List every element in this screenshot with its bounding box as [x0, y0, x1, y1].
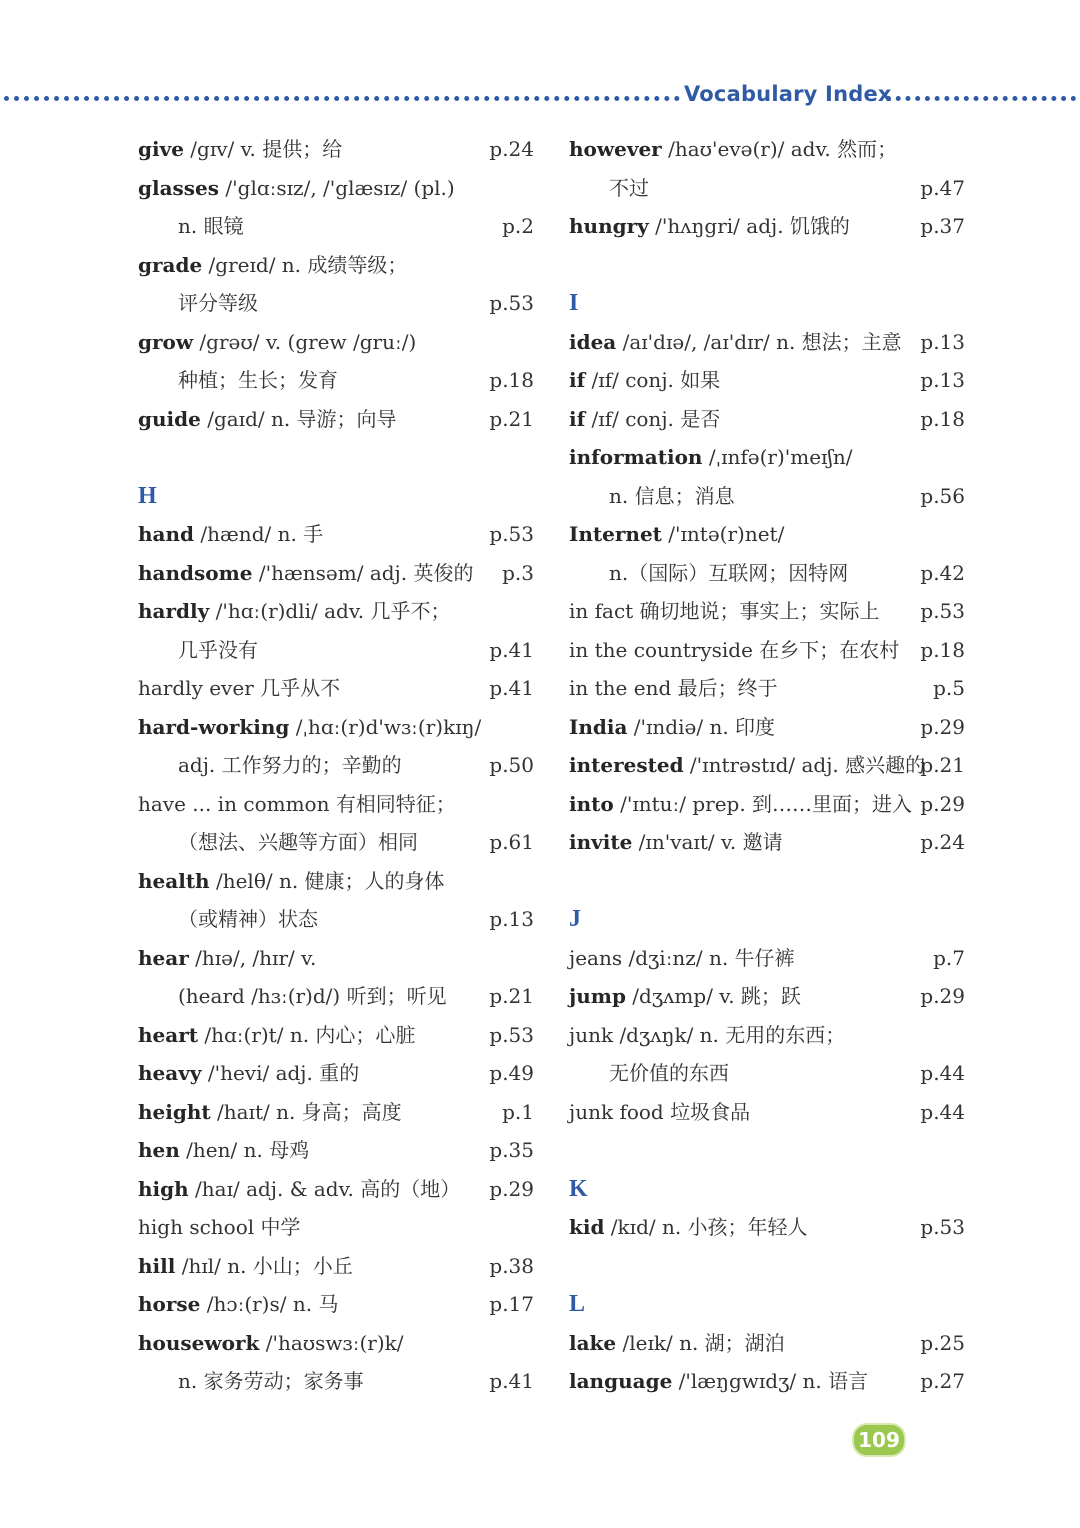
entry-definition: /dʒʌmp/ v. 跳；跃 [625, 984, 801, 1008]
vocab-entry [569, 207, 969, 246]
entry-text [138, 515, 323, 554]
section-letter [138, 477, 538, 516]
page-reference: p.1 [502, 1099, 534, 1124]
page-reference: p.49 [489, 1061, 534, 1085]
entry-continuation [569, 554, 969, 593]
vocab-entry [569, 746, 969, 785]
section-letter-text: K [569, 1175, 588, 1202]
entry-text [138, 977, 447, 1016]
blank-line [138, 438, 538, 477]
entry-text [138, 708, 481, 747]
page-reference: p.61 [489, 830, 534, 854]
entry-continuation [569, 169, 969, 208]
entry-definition: /'hænsəm/ adj. 英俊的 [252, 560, 474, 585]
headword: guide [138, 406, 201, 431]
entry-text [569, 1016, 845, 1055]
entry-text [138, 1324, 403, 1363]
entry-text [138, 130, 342, 169]
header-dotted-rule-left [4, 96, 680, 101]
entry-definition: /hænd/ n. 手 [194, 522, 324, 546]
page-reference: p.29 [920, 791, 965, 816]
entry-text [569, 939, 795, 978]
entry-phrase: high school 中学 [138, 1215, 301, 1239]
vocab-entry [569, 939, 969, 978]
headword: give [138, 137, 184, 161]
headword: idea [569, 329, 617, 354]
headword: Internet [569, 522, 662, 546]
entry-definition: /ɪn'vaɪt/ v. 邀请 [632, 830, 783, 854]
vocab-entry [569, 1362, 969, 1401]
entry-definition: /gɪv/ v. 提供；给 [183, 137, 343, 161]
vocab-entry [138, 1208, 538, 1247]
page-reference: p.3 [502, 560, 534, 585]
entry-definition: n. 家务劳动；家务事 [178, 1369, 364, 1393]
entry-text [138, 1093, 402, 1132]
entry-text [138, 207, 244, 246]
vocab-entry [138, 1324, 538, 1363]
entry-text [569, 130, 897, 169]
entry-definition: /hɪə/, /hɪr/ v. [188, 945, 317, 970]
entry-definition: /hɑː(r)t/ n. 内心；心脏 [198, 1022, 416, 1047]
entry-continuation [138, 284, 538, 323]
entry-text [138, 1016, 415, 1055]
page-reference: p.18 [920, 637, 965, 662]
headword: into [569, 791, 614, 816]
entry-text [138, 284, 258, 323]
vocab-entry [138, 862, 538, 901]
entry-text [138, 169, 455, 208]
headword: housework [138, 1330, 260, 1355]
entry-text [138, 746, 402, 785]
blank-line [569, 1247, 969, 1286]
entry-text [569, 708, 775, 747]
entry-text [569, 400, 720, 439]
page-reference: p.42 [920, 560, 965, 585]
vocab-entry [138, 708, 538, 747]
page-reference: p.18 [489, 368, 534, 392]
headword: kid [569, 1215, 605, 1239]
entry-definition: /'ɪndiə/ n. 印度 [627, 714, 776, 739]
vocab-entry [138, 246, 538, 285]
section-letter-text: H [138, 482, 157, 509]
entry-definition: /haɪt/ n. 身高；高度 [210, 1099, 402, 1124]
page-reference: p.41 [489, 676, 534, 700]
entry-text [138, 862, 445, 901]
section-letter [569, 1285, 969, 1324]
blank-line [569, 1131, 969, 1170]
headword: jump [569, 984, 626, 1008]
headword: however [569, 137, 662, 161]
headword: if [569, 368, 586, 392]
entry-text [569, 669, 778, 708]
entry-definition: （想法、兴趣等方面）相同 [178, 830, 418, 854]
section-letter-text: L [569, 1291, 586, 1317]
entry-definition: （或精神）状态 [178, 907, 318, 931]
entry-definition: n. 眼镜 [178, 214, 244, 238]
vocab-entry [138, 669, 538, 708]
vocab-entry [138, 169, 538, 208]
entry-text [138, 823, 418, 862]
vocab-entry [138, 554, 538, 593]
vocab-entry [138, 1093, 538, 1132]
headword: glasses [138, 175, 220, 200]
entry-continuation [138, 823, 538, 862]
entry-continuation [138, 207, 538, 246]
vocab-entry [569, 361, 969, 400]
entry-definition: /'ɪntuː/ prep. 到……里面；进入 [613, 791, 913, 816]
page-reference: p.18 [920, 406, 965, 431]
entry-definition: /'haʊswɜː(r)k/ [259, 1330, 404, 1355]
vocab-entry [569, 823, 969, 862]
entry-text [569, 592, 880, 631]
page-reference: p.56 [920, 483, 965, 508]
page-reference: p.35 [489, 1138, 534, 1162]
entry-text [569, 1362, 868, 1401]
headword: grade [138, 252, 203, 277]
headword: India [569, 714, 628, 739]
section-letter [569, 284, 969, 323]
entry-definition: /ɪf/ conj. 是否 [585, 406, 721, 431]
entry-phrase: hardly ever 几乎从不 [138, 676, 341, 700]
entry-text [138, 669, 340, 708]
page-reference: p.53 [489, 1022, 534, 1047]
vocab-entry [138, 130, 538, 169]
headword: heavy [138, 1061, 202, 1085]
page-reference: p.13 [920, 368, 965, 392]
entry-definition: /'læŋgwɪdʒ/ n. 语言 [672, 1369, 869, 1393]
entry-text [138, 1054, 359, 1093]
page-reference: p.50 [489, 753, 534, 777]
vocab-entry [569, 438, 969, 477]
page-reference: p.27 [920, 1369, 965, 1393]
entry-text [569, 554, 848, 593]
headword: lake [569, 1330, 617, 1355]
entry-continuation [569, 477, 969, 516]
page-reference: p.29 [920, 714, 965, 739]
entry-text [569, 1093, 750, 1132]
left-column [138, 130, 538, 1401]
headword: interested [569, 753, 684, 777]
entry-continuation [138, 900, 538, 939]
vocab-entry [138, 400, 538, 439]
section-title: Vocabulary Index [684, 82, 892, 106]
entry-definition: /hɔː(r)s/ n. 马 [200, 1292, 339, 1316]
entry-text [138, 323, 416, 362]
entry-text [138, 592, 451, 631]
entry-definition: /hɪl/ n. 小山；小丘 [175, 1253, 353, 1278]
page-reference: p.53 [489, 291, 534, 315]
headword: high [138, 1176, 189, 1201]
page-reference: p.21 [920, 753, 965, 777]
entry-text [138, 631, 258, 670]
page-reference: p.21 [489, 984, 534, 1008]
vocab-entry [138, 592, 538, 631]
entry-definition: n.（国际）互联网；因特网 [609, 560, 849, 585]
entry-text [138, 900, 318, 939]
page-reference: p.41 [489, 637, 534, 662]
entry-definition: /aɪ'dɪə/, /aɪ'dɪr/ n. 想法；主意 [616, 329, 902, 354]
entry-definition: /ˌɪnfə(r)'meɪʃn/ [702, 445, 853, 469]
entry-definition: /ˌhɑː(r)d'wɜː(r)kɪŋ/ [289, 714, 482, 739]
vocab-entry [138, 1131, 538, 1170]
page-reference: p.53 [920, 599, 965, 623]
vocab-entry [569, 1208, 969, 1247]
vocab-entry [569, 515, 969, 554]
entry-definition: 几乎没有 [178, 637, 258, 662]
entry-definition: 不过 [609, 175, 649, 200]
entry-text [569, 631, 899, 670]
headword: hear [138, 945, 189, 970]
headword: horse [138, 1292, 201, 1316]
page-reference: p.7 [933, 945, 965, 970]
entry-text [138, 246, 407, 285]
entry-continuation [138, 631, 538, 670]
entry-definition: /kɪd/ n. 小孩；年轻人 [604, 1215, 808, 1239]
entry-definition: /haɪ/ adj. & adv. 高的（地） [188, 1176, 461, 1201]
entry-text [138, 400, 397, 439]
page-reference: p.44 [920, 1099, 965, 1124]
entry-continuation [138, 361, 538, 400]
vocab-entry [569, 1324, 969, 1363]
page-reference: p.37 [920, 214, 965, 238]
entry-definition: /'hevi/ adj. 重的 [201, 1061, 360, 1085]
entry-text [569, 361, 720, 400]
vocab-entry [569, 669, 969, 708]
entry-continuation [138, 977, 538, 1016]
entry-continuation [138, 746, 538, 785]
entry-phrase: in fact 确切地说；事实上；实际上 [569, 599, 880, 623]
page-reference: p.2 [502, 214, 534, 238]
entry-text [569, 438, 853, 477]
page-reference: p.17 [489, 1292, 534, 1316]
entry-continuation [138, 1362, 538, 1401]
entry-text [138, 554, 473, 593]
headword: hill [138, 1253, 176, 1278]
blank-line [569, 246, 969, 285]
entry-text [138, 939, 316, 978]
page-reference: p.29 [489, 1176, 534, 1201]
page-reference: p.44 [920, 1061, 965, 1085]
entry-definition: /ɪf/ conj. 如果 [585, 368, 721, 392]
vocab-entry [138, 939, 538, 978]
entry-text [569, 515, 784, 554]
entry-text [569, 477, 735, 516]
vocab-entry [138, 1170, 538, 1209]
entry-text [569, 785, 912, 824]
headword: hen [138, 1138, 180, 1162]
vocab-entry [138, 1016, 538, 1055]
headword: health [138, 868, 210, 893]
section-letter-text: I [569, 290, 579, 316]
entry-definition: /'hʌŋgri/ adj. 饥饿的 [648, 214, 850, 238]
entry-definition: 种植；生长；发育 [178, 368, 338, 392]
page-reference: p.13 [920, 329, 965, 354]
page-reference: p.53 [920, 1215, 965, 1239]
entry-text [138, 361, 338, 400]
headword: heart [138, 1022, 198, 1047]
vocab-entry [569, 1016, 969, 1055]
vocab-entry [569, 592, 969, 631]
entry-definition: n. 信息；消息 [609, 483, 735, 508]
vocab-entry [138, 515, 538, 554]
entry-definition: 评分等级 [178, 291, 258, 315]
entry-continuation [569, 1054, 969, 1093]
headword: hand [138, 522, 195, 546]
headword: if [569, 406, 586, 431]
entry-text [569, 746, 925, 785]
entry-text [138, 1170, 460, 1209]
entry-definition: /grəʊ/ v. (grew /gruː/) [193, 329, 417, 354]
entry-phrase: junk food 垃圾食品 [569, 1099, 751, 1124]
entry-definition: /haʊ'evə(r)/ adv. 然而； [661, 137, 898, 161]
headword: height [138, 1099, 211, 1124]
headword: language [569, 1369, 673, 1393]
entry-text [138, 1362, 364, 1401]
page-number-badge: 109 [852, 1423, 906, 1457]
headword: handsome [138, 560, 253, 585]
entry-phrase: jeans /dʒiːnz/ n. 牛仔裤 [569, 945, 795, 970]
vocab-entry [138, 785, 538, 824]
page-reference: p.24 [489, 137, 534, 161]
entry-text [569, 1208, 808, 1247]
entry-phrase: in the end 最后；终于 [569, 676, 778, 700]
vocab-entry [569, 400, 969, 439]
entry-text [138, 1285, 338, 1324]
entry-definition: 无价值的东西 [609, 1061, 729, 1085]
vocab-entry [569, 977, 969, 1016]
page-reference: p.38 [489, 1253, 534, 1278]
headword: hungry [569, 214, 649, 238]
entry-text [569, 169, 649, 208]
entry-text [138, 1208, 301, 1247]
vocab-entry [569, 785, 969, 824]
vocab-entry [569, 130, 969, 169]
entry-text [569, 823, 783, 862]
header-dotted-rule-right [886, 96, 1076, 101]
entry-definition: /helθ/ n. 健康；人的身体 [209, 868, 445, 893]
entry-text [569, 1324, 785, 1363]
vocab-entry [569, 708, 969, 747]
entry-definition: /leɪk/ n. 湖；湖泊 [616, 1330, 785, 1355]
entry-definition: adj. 工作努力的；辛勤的 [178, 753, 402, 777]
blank-line [569, 862, 969, 901]
section-letter [569, 1170, 969, 1209]
vocab-entry [138, 323, 538, 362]
page-reference: p.47 [920, 175, 965, 200]
vocab-entry [138, 1285, 538, 1324]
headword: hardly [138, 599, 210, 623]
page-reference: p.29 [920, 984, 965, 1008]
vocab-entry [138, 1054, 538, 1093]
page-reference: p.13 [489, 907, 534, 931]
entry-text [569, 323, 902, 362]
entry-text [569, 1054, 729, 1093]
section-letter-text: J [569, 906, 581, 932]
entry-definition: /'hɑː(r)dli/ adv. 几乎不； [209, 599, 451, 623]
page-reference: p.53 [489, 522, 534, 546]
section-letter [569, 900, 969, 939]
entry-definition: /greɪd/ n. 成绩等级； [202, 252, 408, 277]
entry-definition: (heard /hɜː(r)d/) 听到；听见 [178, 984, 447, 1008]
entry-phrase: have ... in common 有相同特征； [138, 791, 456, 816]
vocab-entry [569, 631, 969, 670]
vocab-entry [569, 323, 969, 362]
entry-definition: /'ɪntə(r)net/ [661, 522, 785, 546]
page-reference: p.5 [933, 676, 965, 700]
page-reference: p.21 [489, 406, 534, 431]
entry-definition: /hen/ n. 母鸡 [179, 1138, 310, 1162]
entry-text [138, 785, 456, 824]
entry-definition: /gaɪd/ n. 导游；向导 [200, 406, 397, 431]
entry-text [138, 1247, 353, 1286]
headword: grow [138, 329, 194, 354]
right-column [569, 130, 969, 1401]
vocab-entry [138, 1247, 538, 1286]
entry-phrase: junk /dʒʌŋk/ n. 无用的东西； [569, 1022, 846, 1047]
headword: invite [569, 830, 633, 854]
page-reference: p.25 [920, 1330, 965, 1355]
entry-definition: /'ɪntrəstɪd/ adj. 感兴趣的 [683, 753, 926, 777]
page-reference: p.24 [920, 830, 965, 854]
page-reference: p.41 [489, 1369, 534, 1393]
entry-text [569, 977, 801, 1016]
entry-phrase: in the countryside 在乡下；在农村 [569, 637, 900, 662]
headword: information [569, 445, 703, 469]
entry-definition: /'glɑːsɪz/, /'glæsɪz/ (pl.) [219, 175, 455, 200]
entry-text [138, 1131, 309, 1170]
headword: hard-working [138, 714, 290, 739]
entry-text [569, 207, 850, 246]
vocab-entry [569, 1093, 969, 1132]
